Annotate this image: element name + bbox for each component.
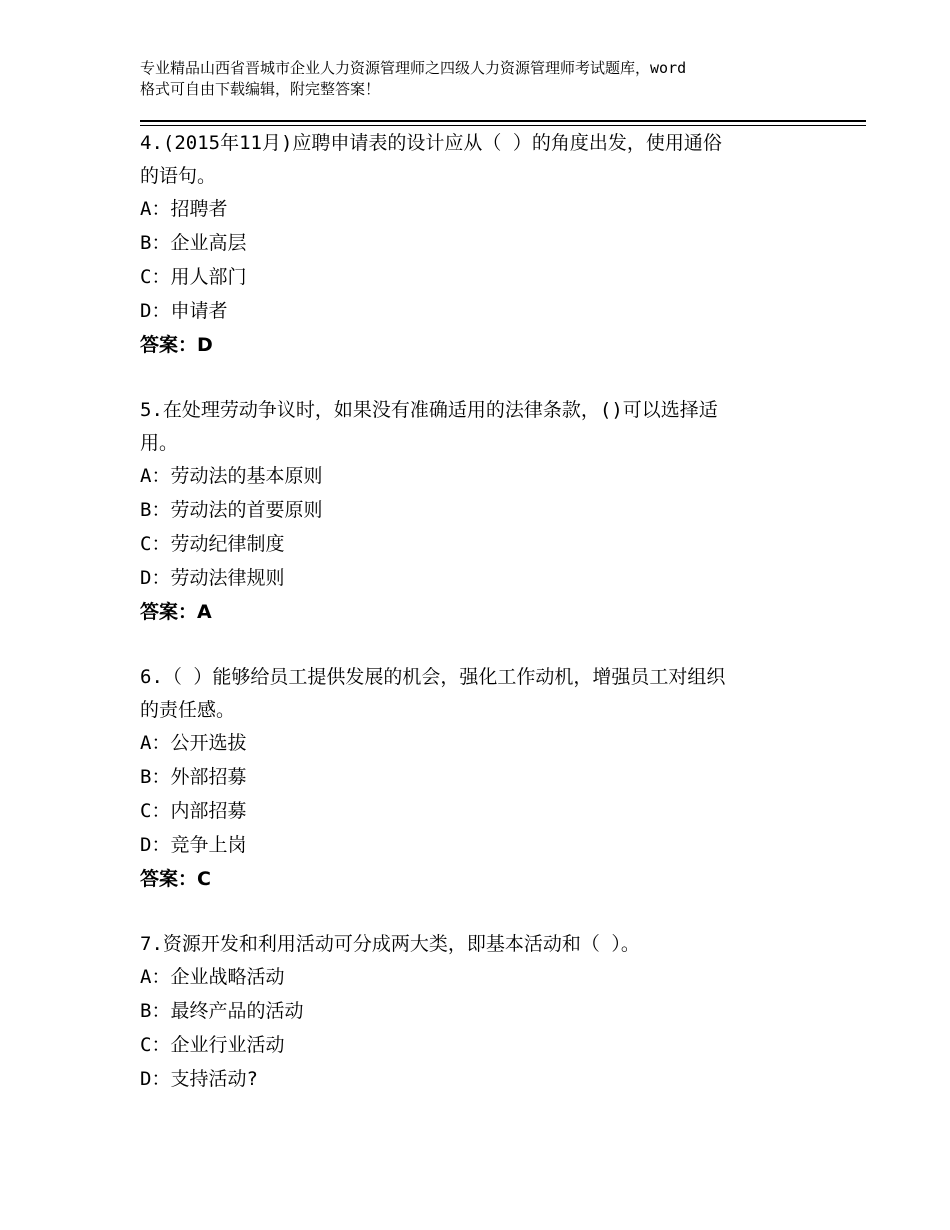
option-c: C：企业行业活动 bbox=[140, 1034, 285, 1056]
option-d: D：劳动法律规则 bbox=[140, 567, 285, 589]
question-text: 6.（ ）能够给员工提供发展的机会，强化工作动机，增强员工对组织 bbox=[140, 666, 726, 688]
answer: 答案：D bbox=[140, 334, 213, 356]
option-b: B：企业高层 bbox=[140, 232, 247, 254]
question-text-continued: 用。 bbox=[140, 432, 179, 454]
question-text: 4.(2015年11月)应聘申请表的设计应从（ ）的角度出发，使用通俗 bbox=[140, 132, 722, 154]
question-6 bbox=[140, 662, 820, 896]
option-a: A：企业战略活动 bbox=[140, 966, 285, 988]
question-7 bbox=[140, 929, 820, 1096]
answer: 答案：C bbox=[140, 868, 211, 890]
option-b: B：最终产品的活动 bbox=[140, 1000, 304, 1022]
question-text: 7.资源开发和利用活动可分成两大类，即基本活动和（ ）。 bbox=[140, 933, 640, 955]
question-text-continued: 的责任感。 bbox=[140, 699, 236, 721]
header-rule-thick bbox=[140, 120, 866, 122]
option-a: A：招聘者 bbox=[140, 198, 228, 220]
option-b: B：劳动法的首要原则 bbox=[140, 499, 323, 521]
option-c: C：内部招募 bbox=[140, 800, 247, 822]
option-c: C：用人部门 bbox=[140, 266, 247, 288]
option-a: A：劳动法的基本原则 bbox=[140, 465, 323, 487]
option-d: D：申请者 bbox=[140, 300, 228, 322]
option-d: D：竞争上岗 bbox=[140, 834, 247, 856]
question-list bbox=[140, 126, 820, 1129]
answer: 答案：A bbox=[140, 601, 212, 623]
question-5 bbox=[140, 395, 820, 629]
question-text: 5.在处理劳动争议时，如果没有准确适用的法律条款，()可以选择适 bbox=[140, 399, 718, 421]
header-line-1: 专业精品山西省晋城市企业人力资源管理师之四级人力资源管理师考试题库，word bbox=[140, 59, 687, 77]
question-4 bbox=[140, 128, 820, 362]
document-header bbox=[140, 58, 840, 100]
header-line-2: 格式可自由下载编辑，附完整答案！ bbox=[140, 80, 381, 98]
option-a: A：公开选拔 bbox=[140, 732, 247, 754]
option-d: D：支持活动? bbox=[140, 1068, 258, 1090]
option-b: B：外部招募 bbox=[140, 766, 247, 788]
question-text-continued: 的语句。 bbox=[140, 165, 217, 187]
option-c: C：劳动纪律制度 bbox=[140, 533, 285, 555]
